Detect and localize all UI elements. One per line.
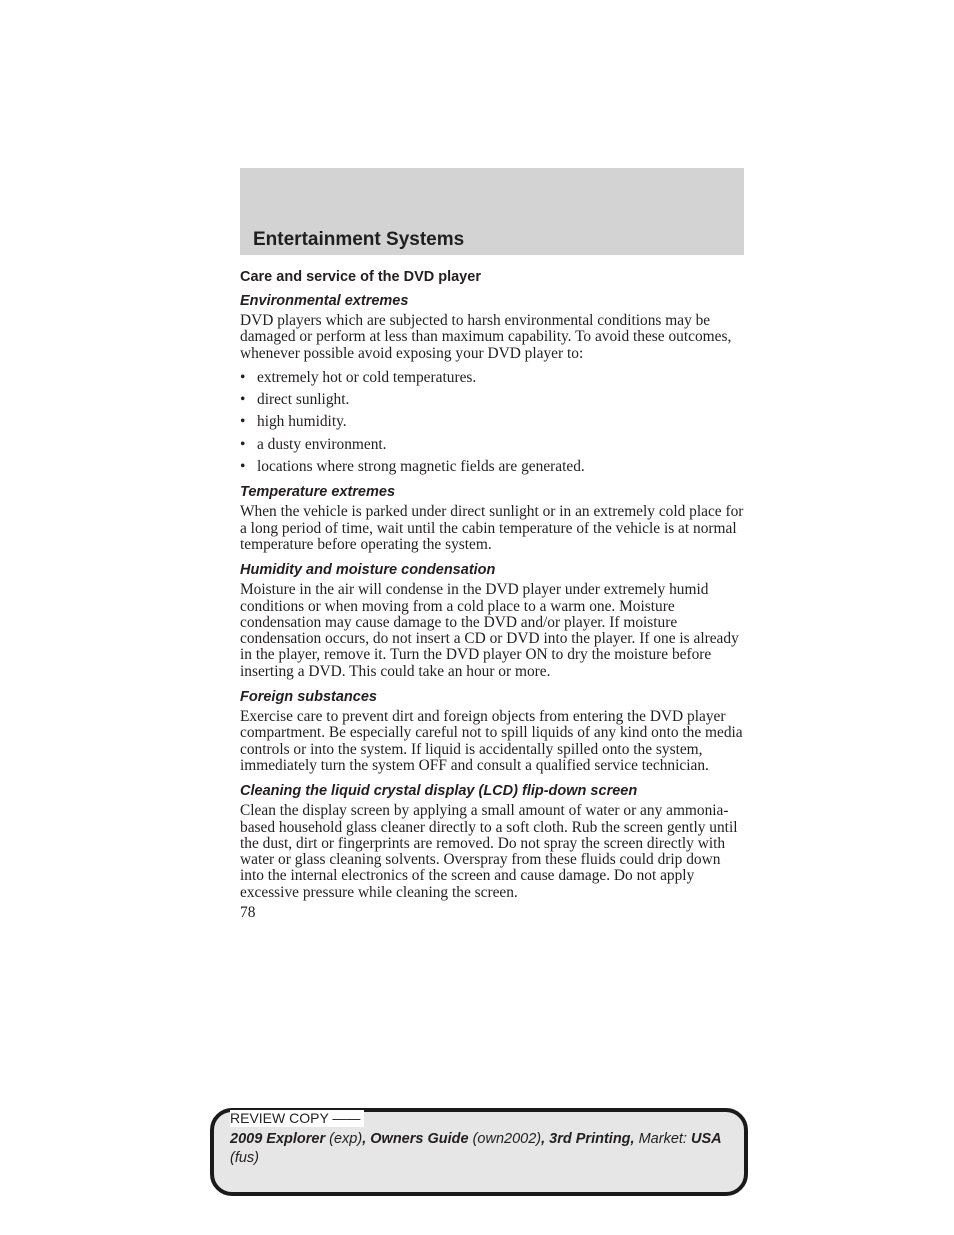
footer-market-label: Market:: [638, 1131, 687, 1147]
footer-guide: , Owners Guide: [362, 1131, 469, 1147]
lcd-cleaning-body: Clean the display screen by applying a small amount of water or any ammonia-based household glass cleaner directly to a soft cloth. Rub the screen gently until the dust, dirt or fingerprints are removed. Do not spray the screen directly with water or glass cleaning solvents. Overspray from these fluids could drip down into the internal electronics of the screen and cause damage. Do not apply excessive pressure while cleaning the screen.: [240, 802, 738, 901]
footer-model-code: (exp): [329, 1131, 363, 1147]
list-item: • direct sunlight.: [240, 391, 350, 409]
environmental-bullet-list: [240, 370, 746, 475]
list-item: • locations where strong magnetic fields are generated.: [240, 458, 585, 476]
footer-guide-code: (own2002): [472, 1131, 542, 1147]
page-content: [240, 268, 746, 921]
lcd-cleaning-heading: Cleaning the liquid crystal display (LCD) flip-down screen: [240, 783, 638, 800]
footer-publication-info: [230, 1130, 730, 1168]
page-number: 78: [240, 904, 256, 922]
topic-heading: Care and service of the DVD player: [240, 269, 481, 285]
footer-printing: , 3rd Printing,: [541, 1131, 635, 1147]
section-title: Entertainment Systems: [253, 229, 465, 250]
footer-market-code: (fus): [230, 1150, 259, 1166]
temperature-body: When the vehicle is parked under direct sunlight or in an extremely cold place for a long period of time, wait until the cabin temperature of the vehicle is at normal temperature before operating the system.: [240, 503, 744, 553]
bullet-icon: •: [240, 368, 246, 386]
footer-model: 2009 Explorer: [230, 1131, 326, 1147]
foreign-substances-heading: Foreign substances: [240, 689, 377, 706]
bullet-icon: •: [240, 458, 246, 476]
foreign-substances-body: Exercise care to prevent dirt and foreign objects from entering the DVD player compartment. Be especially careful not to spill liquids of any kind onto the media controls or into the system. If liquid is accidentally spilled onto the system, immediately turn the system OFF and consult a qualified service technician.: [240, 708, 743, 774]
footer-market: USA: [690, 1131, 722, 1147]
humidity-heading: Humidity and moisture condensation: [240, 562, 496, 579]
temperature-heading: Temperature extremes: [240, 484, 396, 501]
bullet-icon: •: [240, 413, 246, 431]
humidity-body: Moisture in the air will condense in the DVD player under extremely humid conditions or when moving from a cold place to a warm one. Moisture condensation may cause damage to the DVD and/or player. If moisture condensation occurs, do not insert a CD or DVD into the player. If one is already in the player, remove it. Turn the DVD player ON to dry the moisture before inserting a DVD. This could take an hour or more.: [240, 581, 739, 680]
bullet-icon: •: [240, 435, 246, 453]
list-item: • a dusty environment.: [240, 435, 387, 453]
list-item: • extremely hot or cold temperatures.: [240, 368, 477, 386]
environmental-heading: Environmental extremes: [240, 293, 409, 309]
review-copy-label: REVIEW COPY ——: [230, 1110, 364, 1127]
list-item: • high humidity.: [240, 413, 347, 431]
section-header-band: [240, 168, 744, 255]
bullet-icon: •: [240, 391, 246, 409]
environmental-intro: DVD players which are subjected to harsh environmental conditions may be damaged or perform at less than maximum capability. To avoid these outcomes, whenever possible avoid exposing your DVD player to:: [240, 312, 732, 362]
